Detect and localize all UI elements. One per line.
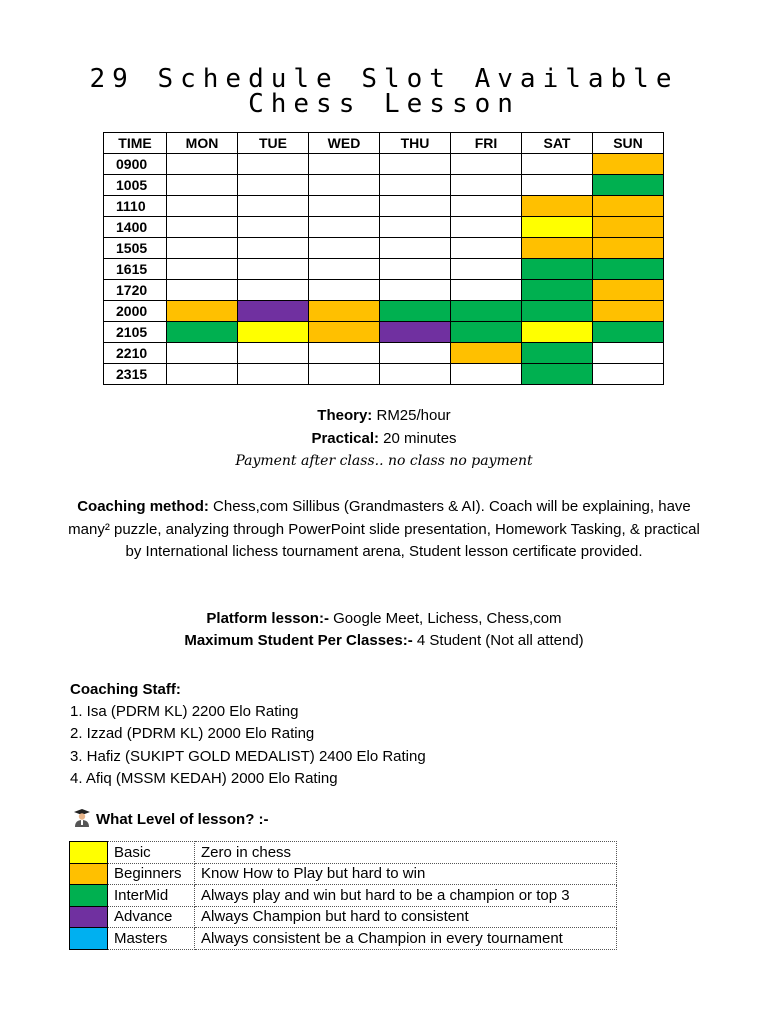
schedule-row: [104, 259, 664, 280]
slot-mon: [167, 175, 238, 196]
slot-sun: [593, 343, 664, 364]
practical-label: Practical:: [311, 430, 379, 447]
slot-tue: [238, 175, 309, 196]
coaching-method-label: Coaching method:: [77, 498, 209, 515]
practical-value: 20 minutes: [379, 430, 457, 447]
level-row: [70, 842, 617, 864]
page-subtitle: Chess Lesson: [248, 89, 520, 119]
schedule-row: [104, 175, 664, 196]
staff-heading: Coaching Staff:: [70, 681, 181, 698]
level-color-swatch: [70, 842, 108, 864]
time-cell: 2210: [104, 343, 167, 364]
slot-thu: [380, 217, 451, 238]
slot-wed: [309, 343, 380, 364]
slot-fri: [451, 217, 522, 238]
time-cell: 1005: [104, 175, 167, 196]
slot-sun: [593, 238, 664, 259]
slot-tue: [238, 301, 309, 322]
payment-note: Payment after class.. no class no payment: [235, 453, 533, 469]
slot-sun: [593, 175, 664, 196]
level-name: InterMid: [108, 885, 195, 907]
slot-sun: [593, 217, 664, 238]
slot-mon: [167, 259, 238, 280]
slot-tue: [238, 196, 309, 217]
slot-wed: [309, 196, 380, 217]
theory-line: [60, 405, 708, 428]
slot-mon: [167, 301, 238, 322]
slot-sun: [593, 364, 664, 385]
slot-tue: [238, 322, 309, 343]
header-tue: TUE: [238, 133, 309, 154]
levels-heading: [74, 809, 269, 832]
slot-fri: [451, 259, 522, 280]
level-description: Always Champion but hard to consistent: [195, 906, 617, 928]
slot-tue: [238, 217, 309, 238]
level-description: Always consistent be a Champion in every tournament: [195, 928, 617, 950]
time-cell: 2105: [104, 322, 167, 343]
slot-sat: [522, 175, 593, 196]
schedule-row: [104, 322, 664, 343]
slot-mon: [167, 196, 238, 217]
time-cell: 2315: [104, 364, 167, 385]
staff-member: 3. Hafiz (SUKIPT GOLD MEDALIST) 2400 Elo Rating: [70, 748, 426, 765]
time-cell: 0900: [104, 154, 167, 175]
slot-sat: [522, 217, 593, 238]
schedule-row: [104, 217, 664, 238]
student-icon: [74, 809, 90, 827]
slot-mon: [167, 154, 238, 175]
slot-wed: [309, 322, 380, 343]
slot-wed: [309, 364, 380, 385]
slot-fri: [451, 301, 522, 322]
time-cell: 1110: [104, 196, 167, 217]
slot-mon: [167, 322, 238, 343]
page-title: 29 Schedule Slot Available: [89, 64, 679, 94]
slot-sat: [522, 343, 593, 364]
slot-wed: [309, 154, 380, 175]
levels-table: [69, 841, 617, 950]
slot-sat: [522, 322, 593, 343]
platform-label: Platform lesson:-: [206, 610, 329, 627]
platform-value: Google Meet, Lichess, Chess,com: [328, 610, 562, 627]
schedule-table: [103, 132, 664, 385]
coaching-method: [60, 496, 708, 564]
slot-wed: [309, 238, 380, 259]
slot-sat: [522, 238, 593, 259]
level-description: Know How to Play but hard to win: [195, 863, 617, 885]
theory-label: Theory:: [317, 407, 373, 424]
slot-fri: [451, 238, 522, 259]
max-students-label: Maximum Student Per Classes:-: [184, 632, 413, 649]
time-cell: 2000: [104, 301, 167, 322]
header-sat: SAT: [522, 133, 593, 154]
slot-sun: [593, 259, 664, 280]
slot-thu: [380, 175, 451, 196]
slot-fri: [451, 280, 522, 301]
schedule-row: [104, 343, 664, 364]
level-row: [70, 906, 617, 928]
coaching-method-text: Chess,com Sillibus (Grandmasters & AI). Coach will be explaining, have many² puzzle, analyzing through PowerPoint slide presentation, Homework Tasking, & practical by International lichess tournament arena, Student lesson certificate provided.: [68, 498, 700, 560]
slot-sun: [593, 301, 664, 322]
slot-sun: [593, 196, 664, 217]
slot-fri: [451, 175, 522, 196]
header-sun: SUN: [593, 133, 664, 154]
slot-tue: [238, 280, 309, 301]
level-row: [70, 885, 617, 907]
header-fri: FRI: [451, 133, 522, 154]
slot-sat: [522, 154, 593, 175]
theory-value: RM25/hour: [372, 407, 451, 424]
slot-fri: [451, 364, 522, 385]
levels-label: What Level of lesson? :-: [96, 811, 269, 828]
slot-thu: [380, 301, 451, 322]
header-mon: MON: [167, 133, 238, 154]
slot-thu: [380, 364, 451, 385]
slot-mon: [167, 238, 238, 259]
level-description: Always play and win but hard to be a champion or top 3: [195, 885, 617, 907]
slot-fri: [451, 343, 522, 364]
slot-wed: [309, 280, 380, 301]
slot-fri: [451, 196, 522, 217]
slot-thu: [380, 280, 451, 301]
slot-sat: [522, 301, 593, 322]
platform-line: [60, 608, 708, 631]
schedule-header-row: [104, 133, 664, 154]
practical-line: [60, 428, 708, 451]
slot-tue: [238, 259, 309, 280]
header-thu: THU: [380, 133, 451, 154]
time-cell: 1505: [104, 238, 167, 259]
schedule-row: [104, 301, 664, 322]
slot-wed: [309, 175, 380, 196]
schedule-row: [104, 196, 664, 217]
staff-member: 2. Izzad (PDRM KL) 2000 Elo Rating: [70, 725, 315, 742]
slot-sun: [593, 280, 664, 301]
slot-thu: [380, 154, 451, 175]
level-color-swatch: [70, 928, 108, 950]
slot-wed: [309, 217, 380, 238]
slot-sun: [593, 322, 664, 343]
schedule-row: [104, 238, 664, 259]
slot-tue: [238, 343, 309, 364]
level-row: [70, 928, 617, 950]
slot-sat: [522, 259, 593, 280]
level-name: Masters: [108, 928, 195, 950]
slot-sun: [593, 154, 664, 175]
slot-sat: [522, 364, 593, 385]
level-color-swatch: [70, 885, 108, 907]
slot-tue: [238, 364, 309, 385]
slot-thu: [380, 259, 451, 280]
slot-thu: [380, 322, 451, 343]
time-cell: 1615: [104, 259, 167, 280]
schedule-row: [104, 364, 664, 385]
header-wed: WED: [309, 133, 380, 154]
slot-tue: [238, 154, 309, 175]
time-cell: 1720: [104, 280, 167, 301]
level-color-swatch: [70, 863, 108, 885]
slot-wed: [309, 301, 380, 322]
slot-thu: [380, 343, 451, 364]
schedule-row: [104, 280, 664, 301]
slot-sat: [522, 196, 593, 217]
slot-mon: [167, 364, 238, 385]
time-cell: 1400: [104, 217, 167, 238]
max-students-value: 4 Student (Not all attend): [412, 632, 584, 649]
staff-member: 1. Isa (PDRM KL) 2200 Elo Rating: [70, 703, 299, 720]
slot-mon: [167, 280, 238, 301]
slot-mon: [167, 343, 238, 364]
slot-tue: [238, 238, 309, 259]
slot-thu: [380, 238, 451, 259]
slot-fri: [451, 154, 522, 175]
level-color-swatch: [70, 906, 108, 928]
schedule-row: [104, 154, 664, 175]
level-name: Basic: [108, 842, 195, 864]
level-description: Zero in chess: [195, 842, 617, 864]
header-time: TIME: [104, 133, 167, 154]
slot-mon: [167, 217, 238, 238]
max-students-line: [60, 630, 708, 653]
slot-wed: [309, 259, 380, 280]
level-row: [70, 863, 617, 885]
slot-sat: [522, 280, 593, 301]
slot-fri: [451, 322, 522, 343]
level-name: Advance: [108, 906, 195, 928]
staff-member: 4. Afiq (MSSM KEDAH) 2000 Elo Rating: [70, 770, 338, 787]
slot-thu: [380, 196, 451, 217]
level-name: Beginners: [108, 863, 195, 885]
